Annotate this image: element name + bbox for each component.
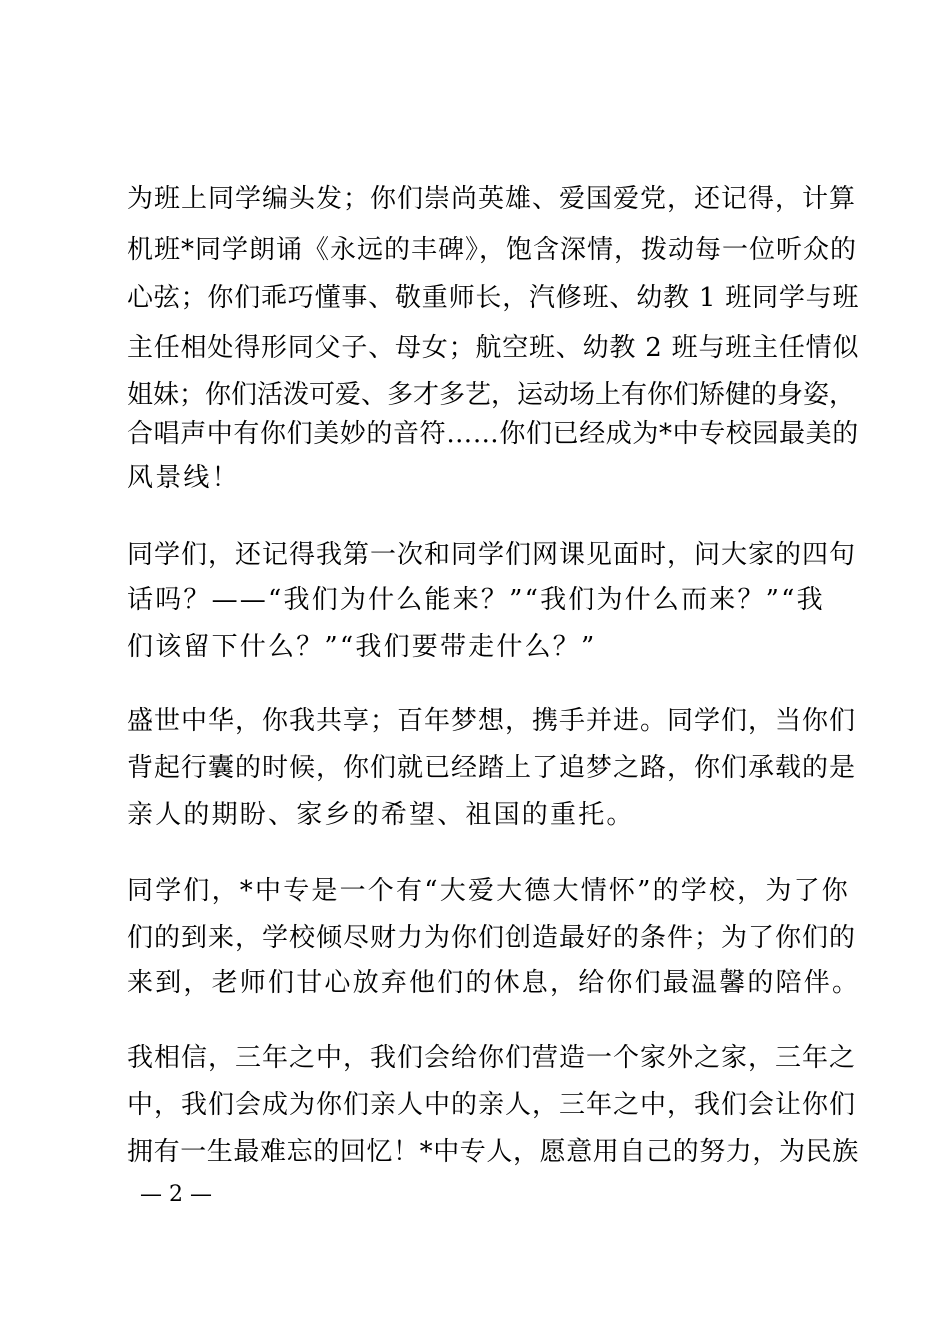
paragraph-5-line-1: 我相信，三年之中，我们会给你们营造一个家外之家，三年之: [127, 1043, 857, 1073]
paragraph-4-line-3: 来到，老师们甘心放弃他们的休息，给你们最温馨的陪伴。: [127, 968, 861, 998]
paragraph-3-line-2: 背起行囊的时候，你们就已经踏上了追梦之路，你们承载的是: [127, 753, 857, 783]
paragraph-2-line-2: 话吗？——“我们为什么能来？”“我们为什么而来？”“我: [127, 585, 825, 615]
paragraph-2-line-3: 们该留下什么？”“我们要带走什么？”: [127, 632, 597, 662]
paragraph-2-line-1: 同学们，还记得我第一次和同学们网课见面时，问大家的四句: [127, 540, 857, 570]
paragraph-1-line-1: 为班上同学编头发；你们崇尚英雄、爱国爱党，还记得，计算: [127, 184, 857, 214]
paragraph-3-line-3: 亲人的期盼、家乡的希望、祖国的重托。: [127, 800, 635, 830]
page-number: — 2 —: [140, 1182, 212, 1207]
paragraph-5-line-3: 拥有一生最难忘的回忆！*中专人，愿意用自己的努力，为民族: [127, 1137, 859, 1167]
paragraph-1-line-7: 风景线！: [127, 463, 240, 493]
paragraph-1-line-2: 机班*同学朗诵《永远的丰碑》，饱含深情，拨动每一位听众的: [127, 235, 858, 265]
paragraph-4-line-2: 们的到来，学校倾尽财力为你们创造最好的条件；为了你们的: [127, 923, 857, 953]
paragraph-1-line-6: 合唱声中有你们美妙的音符……你们已经成为*中专校园最美的: [127, 419, 859, 449]
paragraph-3-line-1: 盛世中华，你我共享；百年梦想，携手并进。同学们，当你们: [127, 706, 857, 736]
paragraph-5-line-2: 中，我们会成为你们亲人中的亲人，三年之中，我们会让你们: [127, 1090, 857, 1120]
paragraph-1-line-3: 心弦；你们乖巧懂事、敬重师长，汽修班、幼教 1 班同学与班: [127, 283, 860, 313]
paragraph-1-line-4: 主任相处得形同父子、母女；航空班、幼教 2 班与班主任情似: [127, 333, 860, 363]
paragraph-4-line-1: 同学们，*中专是一个有“大爱大德大情怀”的学校，为了你: [127, 876, 850, 906]
paragraph-1-line-5: 姐妹；你们活泼可爱、多才多艺，运动场上有你们矫健的身姿，: [127, 380, 856, 410]
